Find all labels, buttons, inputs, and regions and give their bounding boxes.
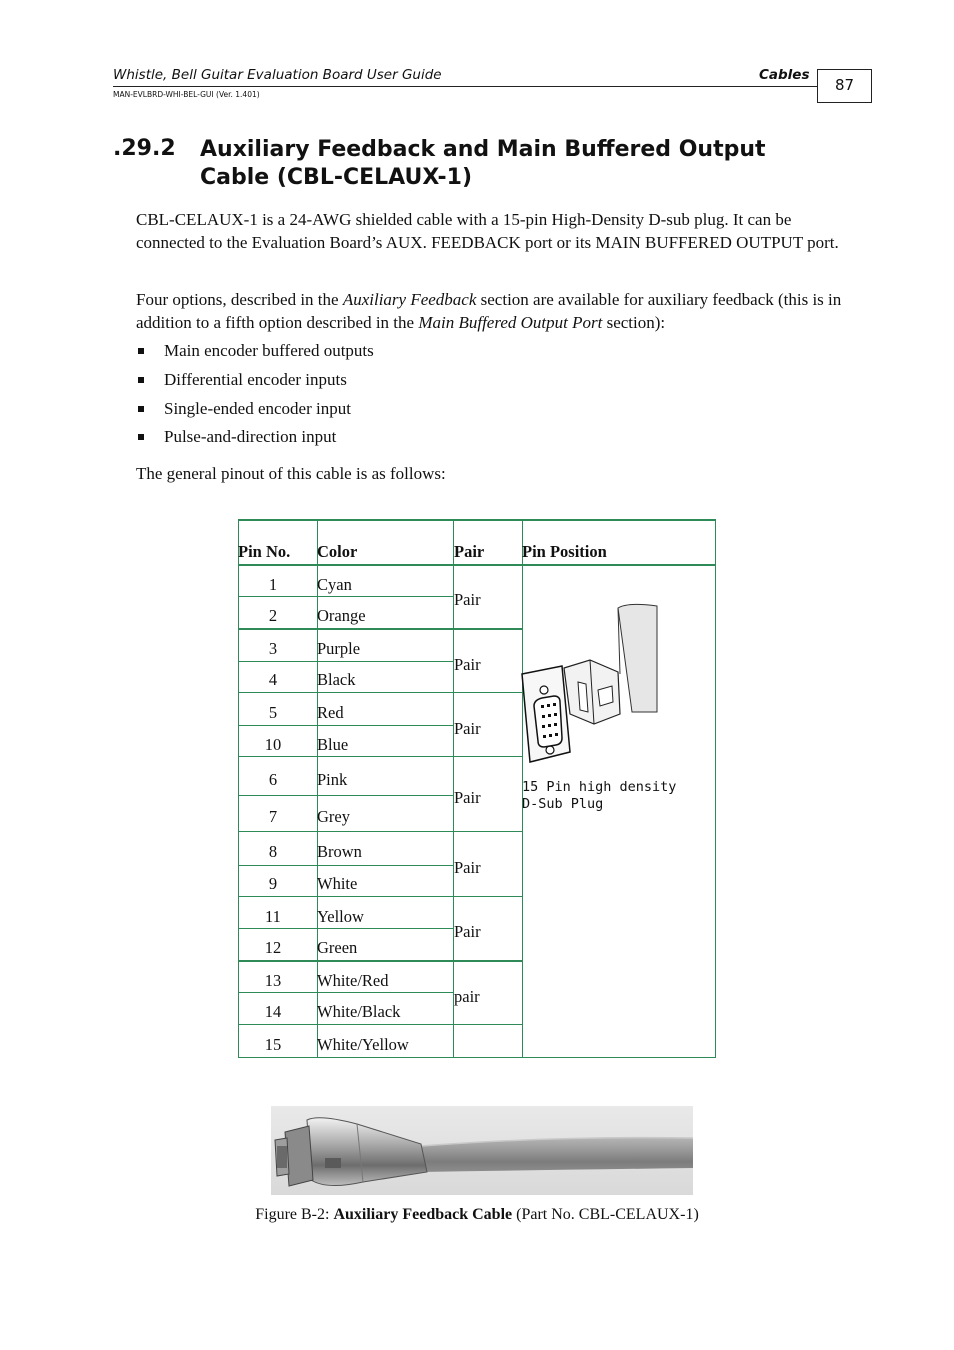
- pair-label: Pair: [454, 719, 481, 738]
- wire-color: Orange: [317, 606, 366, 625]
- pin-number: 15: [264, 1035, 282, 1054]
- wire-color: Grey: [317, 807, 350, 826]
- intro-paragraph: CBL-CELAUX-1 is a 24-AWG shielded cable with a 15-pin High-Density D-sub plug. It can be connected to the Evaluation Board’s AUX. FEEDBACK port or its MAIN BUFFERED OUTPUT port.: [136, 210, 839, 252]
- wire-color: Green: [317, 938, 358, 957]
- wire-color: White/Red: [317, 971, 389, 990]
- pin-number: 12: [264, 938, 282, 957]
- section-number: .29.2: [113, 136, 176, 161]
- pin-number: 4: [268, 670, 278, 689]
- figure-caption: Figure B-2: Auxiliary Feedback Cable (Part No. CBL-CELAUX-1): [255, 1206, 699, 1223]
- header-pair: Pair: [454, 542, 485, 561]
- pin-number: 6: [268, 770, 278, 789]
- pin-number: 2: [268, 606, 278, 625]
- running-header-section: Cables: [759, 67, 810, 83]
- wire-color: White/Black: [317, 1002, 401, 1021]
- pin-number: 7: [268, 807, 278, 826]
- pin-number: 13: [264, 971, 282, 990]
- pin-number: 5: [268, 703, 278, 722]
- pin-number: 11: [265, 907, 281, 926]
- wire-color: Red: [317, 703, 344, 722]
- wire-color: Blue: [317, 735, 349, 754]
- wire-color: Pink: [317, 770, 348, 789]
- wire-color: White: [317, 874, 358, 893]
- options-paragraph: Four options, described in the Auxiliary Feedback section are available for auxiliary feedback (this is in addition to a fifth option described in the Main Buffered Output Port section):: [136, 290, 842, 332]
- pin-number: 10: [264, 735, 282, 754]
- auxiliary-feedback-ref: Auxiliary Feedback: [342, 290, 477, 309]
- pair-label: Pair: [454, 788, 481, 807]
- page-number: 87: [817, 69, 872, 103]
- wire-color: White/Yellow: [317, 1035, 409, 1054]
- running-header-title: Whistle, Bell Guitar Evaluation Board User Guide: [113, 67, 442, 83]
- pair-label: Pair: [454, 655, 481, 674]
- pin-number: 8: [268, 842, 278, 861]
- wire-color: Brown: [317, 842, 362, 861]
- pin-number: 9: [268, 874, 278, 893]
- header-rule: [113, 86, 817, 87]
- pair-label: Pair: [454, 590, 481, 609]
- pair-label: Pair: [454, 858, 481, 877]
- main-buffered-output-ref: Main Buffered Output Port: [418, 313, 603, 332]
- pin-number: 3: [268, 639, 278, 658]
- connector-label: 15 Pin high density D-Sub Plug: [522, 779, 677, 812]
- header-color: Color: [317, 542, 358, 561]
- wire-color: Yellow: [317, 907, 364, 926]
- section-heading: Auxiliary Feedback and Main Buffered Output Cable (CBL-CELAUX-1): [200, 137, 766, 190]
- cable-photo: [271, 1106, 693, 1195]
- dsub-connector-drawing: [520, 602, 665, 772]
- pair-label: pair: [454, 987, 480, 1006]
- header-pin-position: Pin Position: [522, 542, 607, 561]
- pin-number: 14: [264, 1002, 282, 1021]
- header-pin-no: Pin No.: [238, 542, 291, 561]
- wire-color: Cyan: [317, 575, 352, 594]
- document-id: MAN-EVLBRD-WHI-BEL-GUI (Ver. 1.401): [113, 90, 260, 99]
- pin-number: 1: [268, 575, 278, 594]
- pinout-intro: The general pinout of this cable is as follows:: [136, 464, 446, 483]
- wire-color: Black: [317, 670, 356, 689]
- wire-color: Purple: [317, 639, 361, 658]
- pair-label: Pair: [454, 922, 481, 941]
